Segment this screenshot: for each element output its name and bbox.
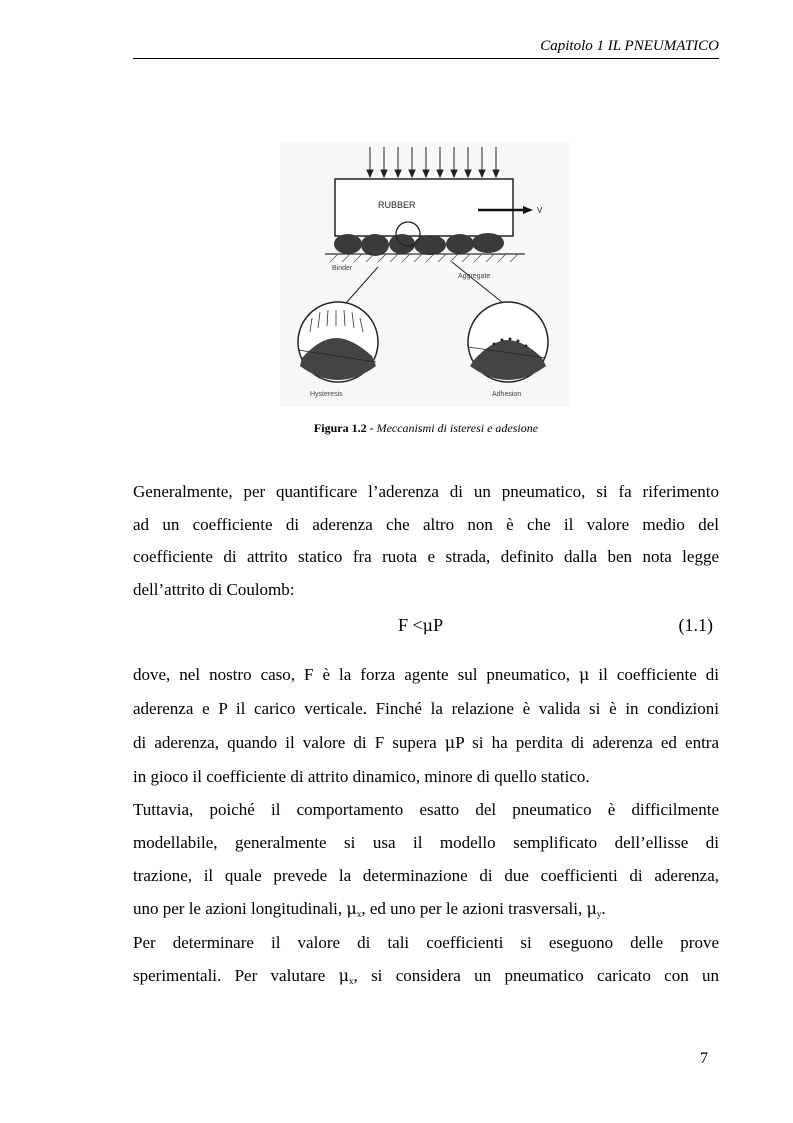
paragraph-line: ad un coefficiente di aderenza che altro non è che il valore medio del <box>133 514 719 534</box>
equation-expression <box>398 615 443 636</box>
hysteresis-label: Hysteresis <box>310 391 343 398</box>
text-run: P si ha perdita di aderenza ed entra <box>455 733 720 752</box>
paragraph-1 <box>133 476 719 606</box>
mu-symbol: μ <box>346 899 357 918</box>
aggregate-label: Aggregate <box>458 273 491 280</box>
paragraph-line: Tuttavia, poiché il comportamento esatto del pneumatico è difficilmente <box>133 800 719 819</box>
text-run: il coefficiente di <box>598 665 720 684</box>
subscript: y <box>596 909 602 919</box>
text-run: sperimentali. Per valutare <box>133 966 326 985</box>
equation-lhs: F < <box>398 615 423 635</box>
paragraph-4 <box>133 926 719 998</box>
paragraph-2 <box>133 658 719 794</box>
caption-text: Meccanismi di isteresi e adesione <box>376 421 539 435</box>
velocity-label: V <box>537 206 543 215</box>
paragraph-line <box>133 959 719 998</box>
text-run: dove, nel nostro caso, F è la forza agente sul pneumatico, <box>133 665 570 684</box>
paragraph-line: dell’attrito di Coulomb: <box>133 579 295 599</box>
text-run: , si considera un pneumatico caricato con un <box>353 966 720 985</box>
mu-symbol: μ <box>586 899 597 918</box>
adhesion-label: Adhesion <box>492 391 522 398</box>
rubber-label: RUBBER <box>378 200 416 210</box>
equation-1-1 <box>133 615 719 645</box>
paragraph-line <box>133 658 719 692</box>
mu-symbol: μ <box>579 665 590 684</box>
caption-label: Figura 1.2 - <box>313 421 374 435</box>
paragraph-line <box>133 726 719 760</box>
paragraph-line: in gioco il coefficiente di attrito dinamico, minore di quello statico. <box>133 767 590 786</box>
paragraph-3 <box>133 793 719 931</box>
binder-label: Binder <box>332 265 353 272</box>
paragraph-line: Generalmente, per quantificare l’aderenza di un pneumatico, si fa riferimento <box>133 482 719 501</box>
paragraph-line: aderenza e P il carico verticale. Finché la relazione è valida si è in condizioni <box>133 699 719 718</box>
mu-symbol: μ <box>444 733 456 752</box>
paragraph-line: trazione, il quale prevede la determinazione di due coefficienti di aderenza, <box>133 866 719 885</box>
adhesion-detail <box>468 302 548 382</box>
mu-symbol: μ <box>422 616 434 635</box>
equation-number: (1.1) <box>678 615 713 635</box>
paragraph-line: Per determinare il valore di tali coefficienti si eseguono delle prove <box>133 933 719 952</box>
figure-caption <box>133 421 719 436</box>
subscript: x <box>356 909 362 919</box>
subscript: x <box>349 976 354 986</box>
mu-symbol: μ <box>338 966 350 985</box>
text-run: uno per le azioni longitudinali, <box>133 899 343 918</box>
hysteresis-adhesion-figure <box>280 142 570 407</box>
page-header <box>133 38 719 59</box>
text-run: , ed uno per le azioni trasversali, <box>361 899 583 918</box>
rubber-block <box>335 179 513 236</box>
text-run: . <box>601 899 606 918</box>
header-text: Capitolo 1 IL PNEUMATICO <box>540 38 719 54</box>
paragraph-line: modellabile, generalmente si usa il modello semplificato dell’ellisse di <box>133 833 719 852</box>
page-number: 7 <box>700 1050 708 1067</box>
text-run: di aderenza, quando il valore di F supera <box>133 733 437 752</box>
paragraph-line: coefficiente di attrito statico fra ruota e strada, definito dalla ben nota legge <box>133 547 719 566</box>
equation-rhs: P <box>433 615 444 635</box>
hysteresis-detail <box>298 302 378 382</box>
